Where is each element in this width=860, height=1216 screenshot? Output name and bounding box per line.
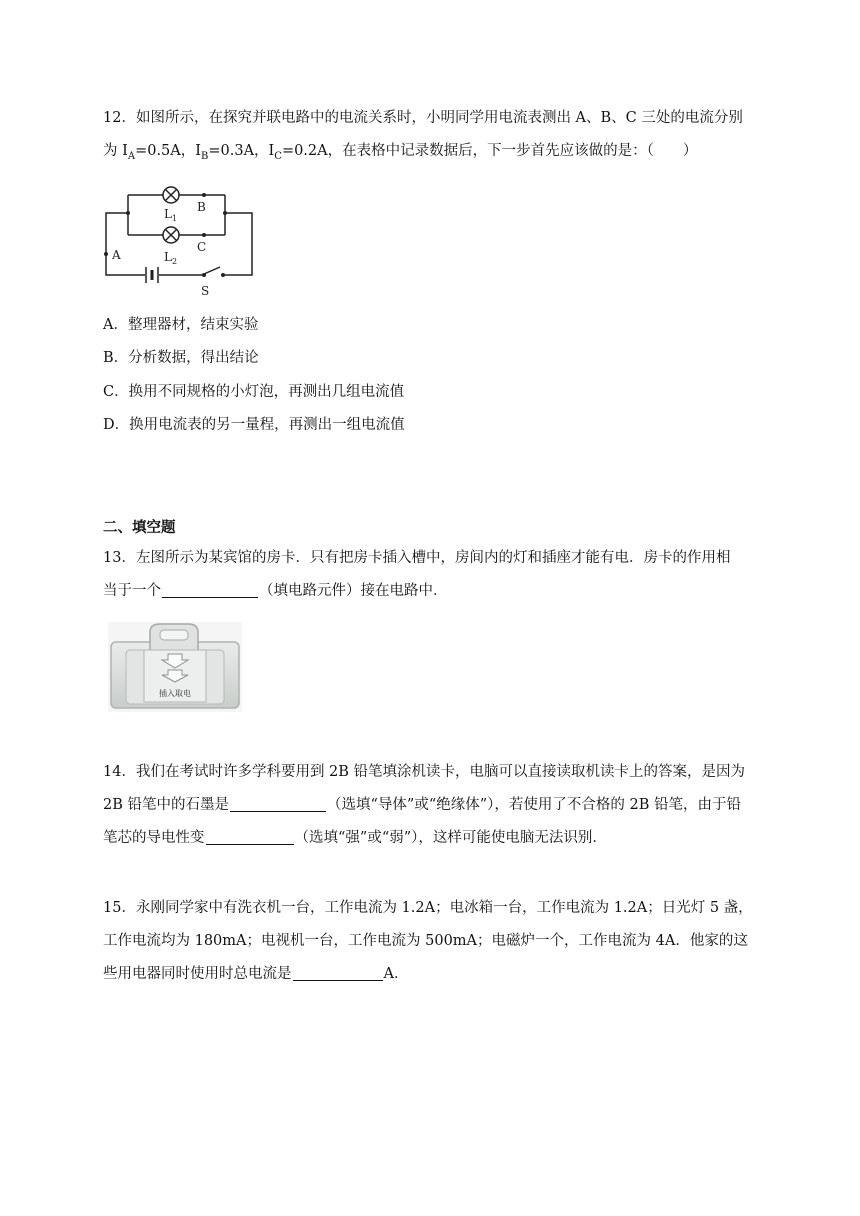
question-15: [103, 892, 763, 991]
parallel-circuit-diagram: [100, 178, 260, 300]
q14-line3: [103, 822, 763, 855]
answer-blank[interactable]: [230, 795, 326, 812]
q12-text: =0.2A，在表格中记录数据后，下一步首先应该做的是：（ ）: [281, 143, 698, 159]
q14-text: 2B 铅笔中的石墨是: [103, 797, 229, 813]
answer-blank[interactable]: [293, 964, 383, 981]
section-title: 二、填空题: [103, 519, 176, 536]
option-c: C．换用不同规格的小灯泡，再测出几组电流值: [103, 384, 405, 400]
q13-text: （填电路元件）接在电路中．: [259, 583, 448, 599]
q15-line1: 15．永刚同学家中有洗衣机一台，工作电流为 1.2A；电冰箱一台，工作电流为 1.2A；日光灯 5 盏，: [103, 900, 753, 916]
question-14: [103, 756, 763, 855]
question-12: [103, 102, 763, 173]
q12-text: =0.3A，I: [208, 143, 275, 159]
q13-line2: [103, 575, 763, 608]
q15-line2: 工作电流均为 180mA；电视机一台，工作电流为 500mA；电磁炉一个，工作电流为 4A．他家的这: [103, 933, 748, 949]
question-13: [103, 542, 763, 608]
q13-text: 当于一个: [103, 583, 161, 599]
lamp-1-label: $L_1$: [164, 207, 178, 223]
card-label: 插入取电: [159, 689, 191, 698]
q12-text: 为 I: [103, 143, 128, 159]
q12-text: =0.5A，I: [135, 143, 201, 159]
q15-line3: [103, 958, 763, 991]
q15-text: 些用电器同时使用时总电流是: [103, 966, 292, 982]
label-a: A: [112, 248, 121, 262]
label-b: B: [197, 200, 206, 214]
q14-text: 笔芯的导电性变: [103, 830, 205, 846]
q13-line1: 13．左图所示为某宾馆的房卡．只有把房卡插入槽中，房间内的灯和插座才能有电．房卡的作用相: [103, 550, 731, 566]
q14-line1: 14．我们在考试时许多学科要用到 2B 铅笔填涂机读卡，电脑可以直接读取机读卡上的答案，是因为: [103, 764, 746, 780]
q12-line2: [103, 135, 763, 173]
label-s: S: [201, 284, 210, 298]
label-c: C: [197, 240, 207, 254]
lamp-2-label: $L_2$: [164, 250, 178, 266]
subscript-a: A: [127, 150, 136, 162]
option-b: B．分析数据，得出结论: [103, 350, 259, 366]
q12-line1: 12．如图所示，在探究并联电路中的电流关系时，小明同学用电流表测出 A、B、C 三处的电流分别: [103, 110, 743, 126]
q15-text: A．: [383, 966, 409, 982]
room-card-image: [108, 622, 242, 712]
subscript-c: C: [274, 150, 282, 162]
option-d: D．换用电流表的另一量程，再测出一组电流值: [103, 417, 405, 433]
q14-line2: [103, 789, 763, 822]
answer-blank[interactable]: [162, 581, 258, 598]
q14-text: （选填“导体”或“绝缘体”），若使用了不合格的 2B 铅笔，由于铅: [327, 797, 741, 813]
answer-blank[interactable]: [206, 828, 294, 845]
q14-text: （选填“强”或“弱”），这样可能使电脑无法识别．: [294, 830, 607, 846]
option-a: A．整理器材，结束实验: [103, 317, 259, 333]
subscript-b: B: [201, 150, 209, 162]
